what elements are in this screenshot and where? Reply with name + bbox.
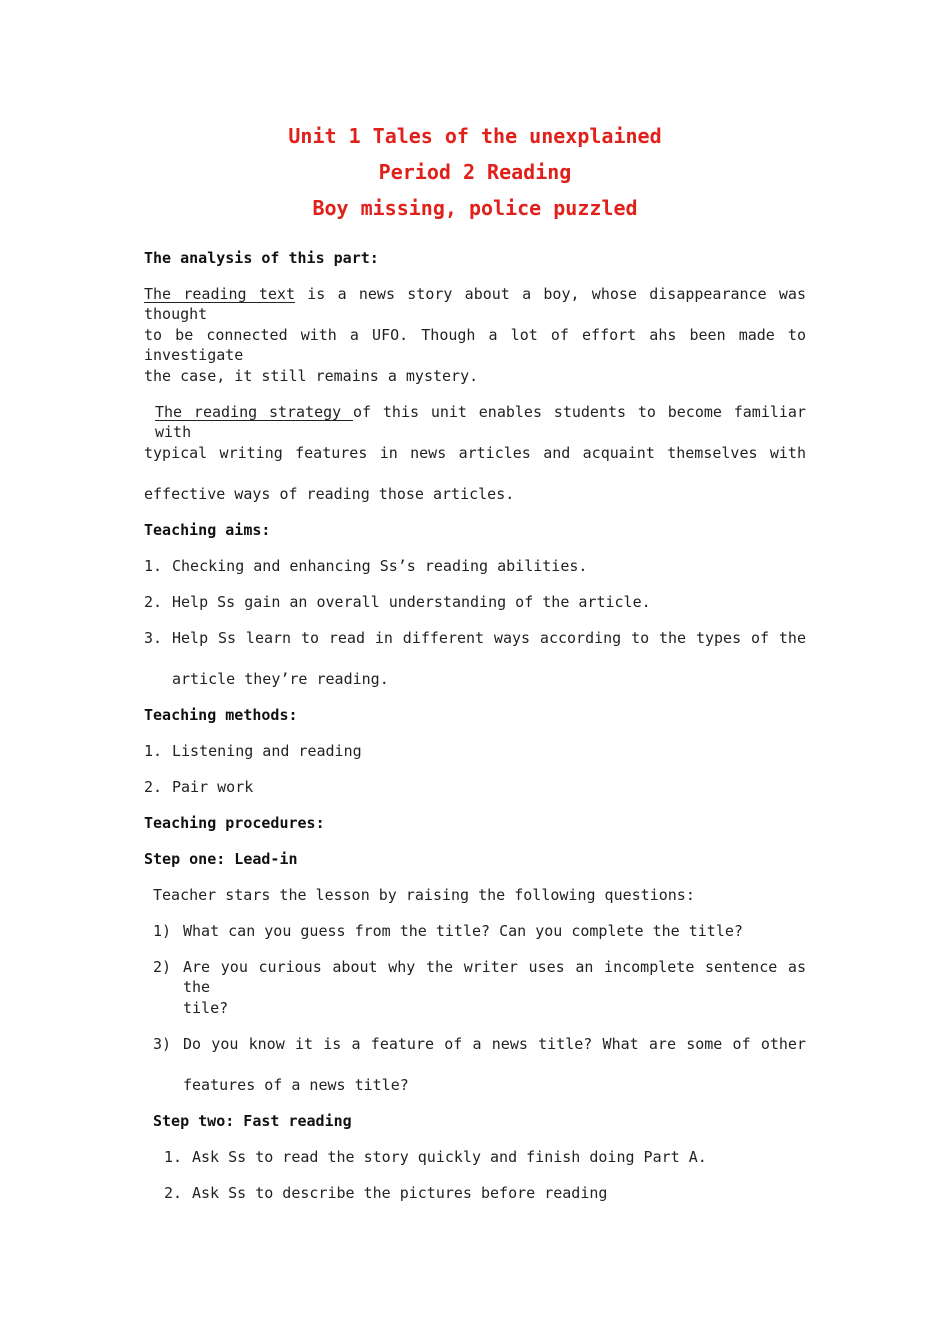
list-item-continuation: features of a news title? — [183, 1076, 409, 1094]
methods-heading: Teaching methods: — [144, 706, 298, 724]
analysis-p1-line2: to be connected with a UFO. Though a lot of effort ahs been made to investigate — [144, 326, 806, 364]
list-item: 3. Help Ss learn to read in different ways according to the types of the — [144, 629, 806, 647]
article-title: Boy missing, police puzzled — [312, 196, 638, 220]
list-item: 3) Do you know it is a feature of a news title? What are some of other — [153, 1035, 806, 1053]
list-item: 2. Pair work — [144, 778, 254, 796]
procedures-heading: Teaching procedures: — [144, 814, 325, 832]
list-item: 1. Checking and enhancing Ss’s reading abilities. — [144, 557, 588, 575]
aims-heading: Teaching aims: — [144, 521, 271, 539]
analysis-heading: The analysis of this part: — [144, 249, 379, 267]
list-item: 2. Help Ss gain an overall understanding of the article. — [144, 593, 651, 611]
analysis-p2-line3: effective ways of reading those articles. — [144, 485, 515, 503]
reading-text-underlined: The reading text — [144, 285, 295, 303]
unit-title: Unit 1 Tales of the unexplained — [288, 124, 662, 148]
analysis-p2-line2: typical writing features in news articles and acquaint themselves with — [144, 444, 806, 462]
list-item: 1) What can you guess from the title? Can you complete the title? — [153, 922, 743, 940]
analysis-p1-line1-rest: is a news story about a boy, whose disappearance was thought — [144, 285, 806, 323]
step-two-heading: Step two: Fast reading — [153, 1112, 352, 1130]
list-item: 1. Ask Ss to read the story quickly and finish doing Part A. — [164, 1148, 707, 1166]
analysis-p1-line3: the case, it still remains a mystery. — [144, 367, 479, 385]
analysis-p2-line1-rest: of this unit enables students to become familiar with — [155, 403, 806, 441]
list-item: 2) Are you curious about why the writer uses an incomplete sentence as the — [153, 958, 806, 996]
step-one-intro: Teacher stars the lesson by raising the following questions: — [153, 886, 695, 904]
period-title: Period 2 Reading — [378, 160, 572, 184]
list-item-continuation: article they’re reading. — [172, 670, 389, 688]
analysis-p2-line1 — [155, 402, 806, 442]
reading-strategy-underlined: The reading strategy — [155, 403, 354, 421]
step-one-heading: Step one: Lead-in — [144, 850, 298, 868]
analysis-p1-line1 — [144, 284, 806, 324]
list-item-continuation: tile? — [183, 999, 229, 1017]
list-item: 2. Ask Ss to describe the pictures before reading — [164, 1184, 608, 1202]
list-item: 1. Listening and reading — [144, 742, 362, 760]
